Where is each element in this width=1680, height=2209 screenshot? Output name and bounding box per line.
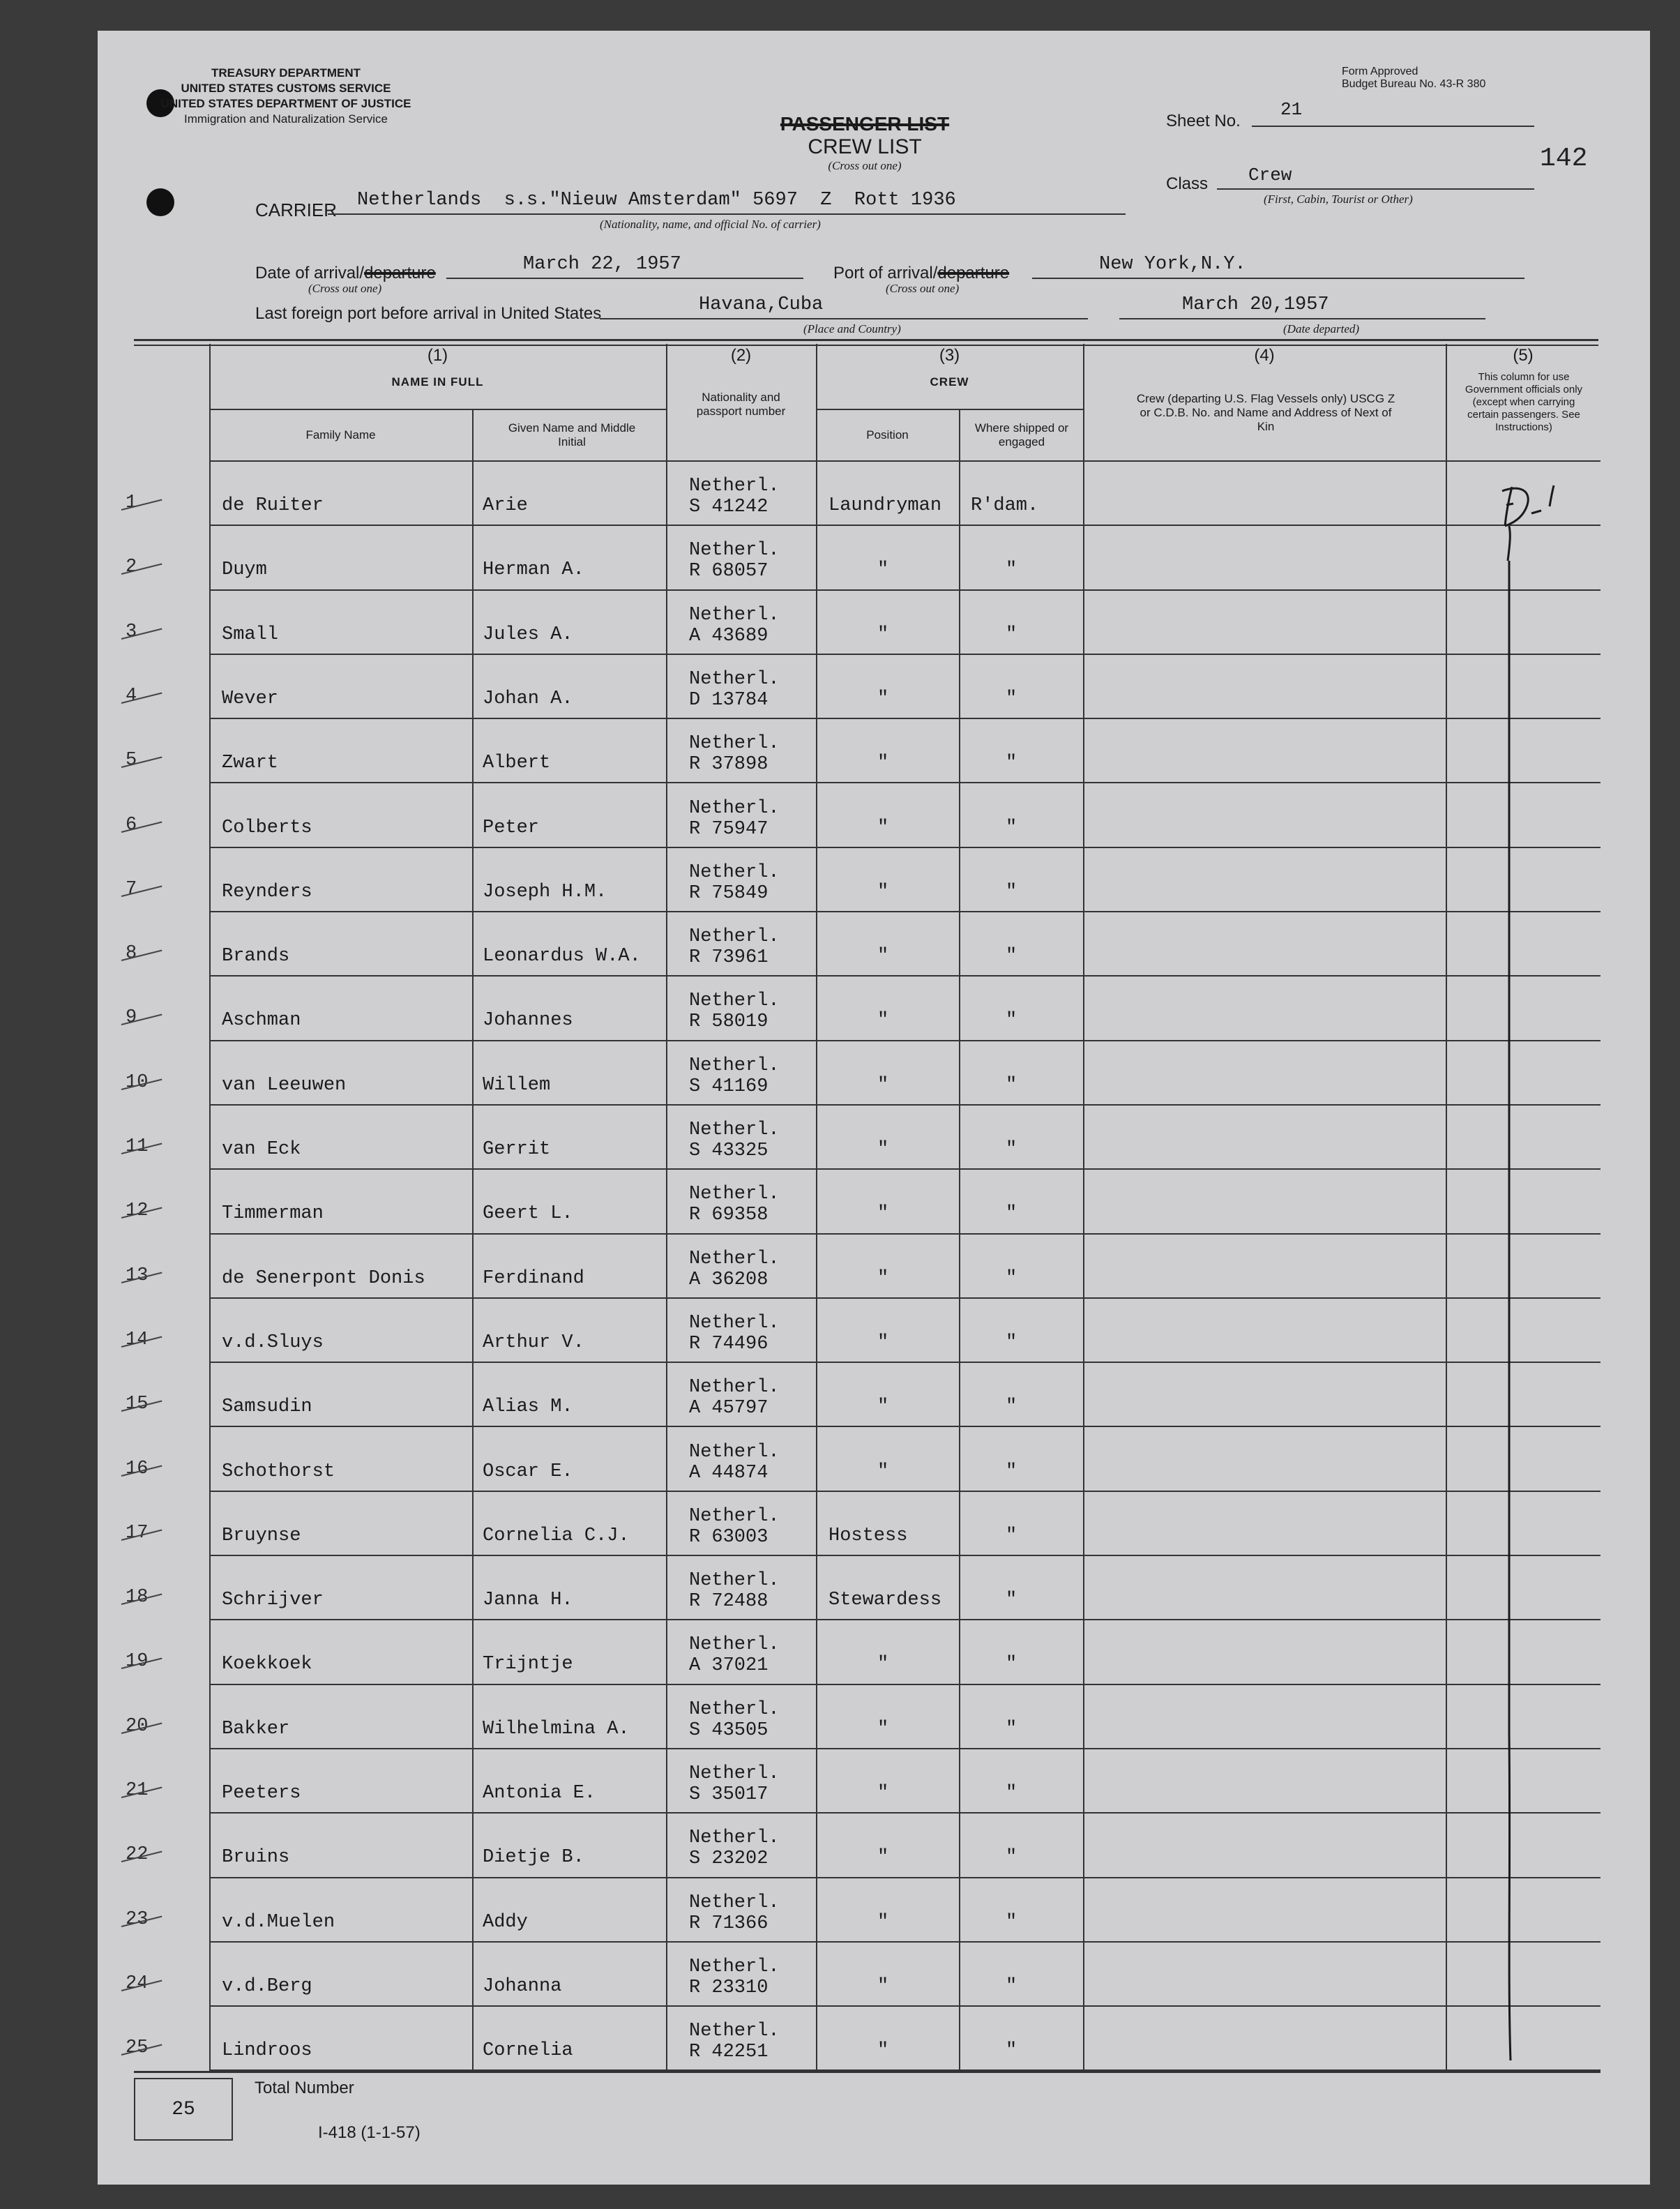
agency-line: UNITED STATES CUSTOMS SERVICE <box>181 82 391 95</box>
table-row <box>98 1104 1580 1168</box>
family-name: Bruins <box>222 1847 290 1869</box>
table-row <box>98 460 1580 525</box>
table-border <box>816 409 1083 410</box>
col3-number: (3) <box>939 346 960 365</box>
date-value: March 22, 1957 <box>523 254 681 275</box>
nationality: Netherl. <box>689 1505 780 1527</box>
given-name: Ferdinand <box>483 1267 584 1289</box>
given-name: Janna H. <box>483 1590 573 1611</box>
given-name: Trijntje <box>483 1654 573 1675</box>
position: " <box>877 1783 889 1804</box>
where-shipped: " <box>1006 1203 1017 1225</box>
table-row <box>98 1362 1580 1426</box>
passport-number: S 35017 <box>689 1784 769 1805</box>
family-name: Schrijver <box>222 1590 324 1611</box>
position: " <box>877 1975 889 1997</box>
where-shipped: " <box>1006 1332 1017 1353</box>
form-number: I-418 (1-1-57) <box>318 2123 421 2142</box>
given-name: Arie <box>483 495 528 516</box>
family-name: v.d.Berg <box>222 1975 312 1997</box>
passport-number: S 41242 <box>689 497 769 518</box>
nationality: Netherl. <box>689 1184 780 1205</box>
row-number: 18 <box>126 1587 149 1608</box>
family-name: Brands <box>222 946 290 967</box>
where-shipped: " <box>1006 1396 1017 1418</box>
position: " <box>877 1654 889 1675</box>
passport-number: S 43505 <box>689 1719 769 1741</box>
table-row <box>98 1491 1580 1555</box>
family-name: Timmerman <box>222 1203 324 1225</box>
col1-number: (1) <box>427 346 448 365</box>
nationality: Netherl. <box>689 1248 780 1269</box>
given-name: Albert <box>483 753 551 774</box>
position: " <box>877 1718 889 1740</box>
passport-number: R 69358 <box>689 1205 769 1226</box>
family-name: Samsudin <box>222 1396 312 1418</box>
nationality: Netherl. <box>689 1441 780 1463</box>
given-name: Oscar E. <box>483 1461 573 1482</box>
nationality: Netherl. <box>689 1763 780 1784</box>
family-name: de Ruiter <box>222 495 324 516</box>
row-number: 5 <box>126 750 137 771</box>
table-row <box>98 1297 1580 1362</box>
row-number: 8 <box>126 943 137 965</box>
given-name: Arthur V. <box>483 1332 584 1353</box>
where-shipped: R'dam. <box>971 495 1039 516</box>
where-shipped: " <box>1006 1847 1017 1869</box>
where-shipped: " <box>1006 753 1017 774</box>
passport-number: A 36208 <box>689 1269 769 1290</box>
where-shipped: " <box>1006 817 1017 838</box>
nationality: Netherl. <box>689 604 780 626</box>
position: " <box>877 1267 889 1289</box>
row-number: 6 <box>126 814 137 836</box>
where-shipped: " <box>1006 559 1017 581</box>
row-number: 19 <box>126 1651 149 1673</box>
date-label-text: Date of arrival/ <box>255 264 365 282</box>
nationality: Netherl. <box>689 797 780 819</box>
table-row <box>98 589 1580 654</box>
row-number: 7 <box>126 878 137 900</box>
nationality: Netherl. <box>689 540 780 561</box>
row-number: 9 <box>126 1007 137 1029</box>
port-label-text: Port of arrival/ <box>833 264 938 282</box>
passport-number: S 41169 <box>689 1076 769 1097</box>
where-shipped: " <box>1006 1975 1017 1997</box>
passport-number: A 43689 <box>689 625 769 647</box>
where-shipped: " <box>1006 881 1017 903</box>
where-shipped: " <box>1006 688 1017 709</box>
passport-number: S 43325 <box>689 1140 769 1161</box>
nationality: Netherl. <box>689 1570 780 1592</box>
agency-line: UNITED STATES DEPARTMENT OF JUSTICE <box>160 97 411 110</box>
where-shipped: " <box>1006 1911 1017 1933</box>
given-name: Willem <box>483 1074 551 1096</box>
position: " <box>877 1847 889 1869</box>
date-departed-caption: (Date departed) <box>1283 322 1360 336</box>
given-name: Joseph H.M. <box>483 881 607 903</box>
page-number: 142 <box>1540 144 1588 174</box>
position: " <box>877 688 889 709</box>
passport-number: S 23202 <box>689 1848 769 1870</box>
given-name: Cornelia <box>483 2040 573 2062</box>
table-row <box>98 783 1580 847</box>
last-port-caption: (Place and Country) <box>803 322 901 336</box>
carrier-label: CARRIER <box>255 199 338 220</box>
nationality: Netherl. <box>689 990 780 1012</box>
given-name: Jules A. <box>483 624 573 645</box>
passport-number: R 58019 <box>689 1011 769 1033</box>
table-row <box>98 718 1580 782</box>
given-name: Cornelia C.J. <box>483 1525 630 1546</box>
passport-number: R 75849 <box>689 882 769 904</box>
given-name: Johanna <box>483 1975 562 1997</box>
nationality: Netherl. <box>689 1312 780 1334</box>
table-row <box>98 1040 1580 1104</box>
family-name: Small <box>222 624 279 645</box>
family-name: Zwart <box>222 753 279 774</box>
table-row <box>98 1812 1580 1876</box>
position: " <box>877 1461 889 1482</box>
nationality: Netherl. <box>689 1055 780 1076</box>
passport-number: R 42251 <box>689 2042 769 2063</box>
given-name: Johan A. <box>483 688 573 709</box>
date-departed-value: March 20,1957 <box>1182 294 1329 315</box>
family-name: Bruynse <box>222 1525 301 1546</box>
passport-number: R 63003 <box>689 1526 769 1548</box>
table-row <box>98 1877 1580 1941</box>
col5-number: (5) <box>1513 346 1534 365</box>
given-name: Gerrit <box>483 1139 551 1160</box>
sheet-label: Sheet No. <box>1166 112 1241 130</box>
where-shipped: " <box>1006 1654 1017 1675</box>
family-name: Duym <box>222 559 267 581</box>
table-row <box>98 1619 1580 1683</box>
row-divider <box>209 2069 1600 2071</box>
position: " <box>877 1332 889 1353</box>
nationality: Netherl. <box>689 1827 780 1849</box>
position: " <box>877 817 889 838</box>
table-row <box>98 847 1580 911</box>
family-name: Colberts <box>222 817 312 838</box>
position: " <box>877 1010 889 1032</box>
table-row <box>98 1748 1580 1812</box>
col-position: Position <box>866 428 909 442</box>
given-name: Herman A. <box>483 559 584 581</box>
given-name: Geert L. <box>483 1203 573 1225</box>
position: " <box>877 2040 889 2062</box>
col-family-name: Family Name <box>305 428 376 442</box>
position: Hostess <box>828 1525 908 1546</box>
family-name: Peeters <box>222 1783 301 1804</box>
where-shipped: " <box>1006 1010 1017 1032</box>
carrier-caption: (Nationality, name, and official No. of carrier) <box>600 218 821 231</box>
passport-number: D 13784 <box>689 689 769 711</box>
nationality: Netherl. <box>689 2021 780 2042</box>
crew-list-form <box>98 31 1650 2185</box>
where-shipped: " <box>1006 1139 1017 1160</box>
family-name: v.d.Muelen <box>222 1911 335 1933</box>
where-shipped: " <box>1006 2040 1017 2062</box>
where-shipped: " <box>1006 1525 1017 1546</box>
row-number: 16 <box>126 1458 149 1479</box>
total-box <box>134 2078 233 2141</box>
position: " <box>877 1074 889 1096</box>
where-shipped: " <box>1006 1718 1017 1740</box>
family-name: van Eck <box>222 1139 301 1160</box>
where-shipped: " <box>1006 1590 1017 1611</box>
row-number: 25 <box>126 2037 149 2059</box>
row-number: 17 <box>126 1522 149 1544</box>
given-name: Alias M. <box>483 1396 573 1418</box>
row-number: 12 <box>126 1200 149 1222</box>
table-row <box>98 1168 1580 1232</box>
row-number: 13 <box>126 1265 149 1286</box>
family-name: Lindroos <box>222 2040 312 2062</box>
table-row <box>98 654 1580 718</box>
where-shipped: " <box>1006 624 1017 645</box>
col3-header: CREW <box>930 375 969 389</box>
passport-number: A 45797 <box>689 1398 769 1419</box>
position: " <box>877 1911 889 1933</box>
position: " <box>877 1139 889 1160</box>
title-passenger-list-struck: PASSENGER LIST <box>780 113 950 135</box>
passport-number: R 72488 <box>689 1591 769 1613</box>
passport-number: A 44874 <box>689 1462 769 1484</box>
nationality: Netherl. <box>689 926 780 948</box>
table-row <box>98 911 1580 975</box>
budget-bureau-number: Budget Bureau No. 43-R 380 <box>1342 78 1486 90</box>
table-row <box>98 1233 1580 1297</box>
nationality: Netherl. <box>689 1698 780 1720</box>
carrier-value: Netherlands s.s."Nieuw Amsterdam" 5697 Z Rott 1936 <box>357 190 956 211</box>
row-number: 10 <box>126 1071 149 1093</box>
where-shipped: " <box>1006 946 1017 967</box>
row-number: 24 <box>126 1973 149 1994</box>
table-border <box>209 409 666 410</box>
form-approved-label: Form Approved <box>1342 66 1418 77</box>
row-number: 3 <box>126 621 137 642</box>
family-name: de Senerpont Donis <box>222 1267 425 1289</box>
agency-line: TREASURY DEPARTMENT <box>211 66 361 80</box>
handwritten-annotation <box>1465 477 1576 2074</box>
position: Laundryman <box>828 495 942 516</box>
position: " <box>877 753 889 774</box>
passport-number: R 37898 <box>689 754 769 776</box>
family-name: Bakker <box>222 1718 290 1740</box>
date-label-struck: departure <box>364 264 436 282</box>
table-row <box>98 1941 1580 2005</box>
given-name: Addy <box>483 1911 528 1933</box>
row-number: 21 <box>126 1780 149 1801</box>
class-value: Crew <box>1248 165 1292 186</box>
passport-number: R 74496 <box>689 1333 769 1355</box>
family-name: Koekkoek <box>222 1654 312 1675</box>
nationality: Netherl. <box>689 1377 780 1398</box>
given-name: Leonardus W.A. <box>483 946 641 967</box>
position: " <box>877 1396 889 1418</box>
table-row <box>98 1555 1580 1619</box>
row-number: 2 <box>126 557 137 578</box>
passport-number: R 73961 <box>689 947 769 969</box>
table-row <box>98 975 1580 1039</box>
nationality: Netherl. <box>689 668 780 690</box>
title-crew-list: CREW LIST <box>808 135 922 158</box>
col4-header: Crew (departing U.S. Flag Vessels only) USCG Z or C.D.B. No. and Name and Address of Next of Kin <box>1136 392 1395 433</box>
row-number: 15 <box>126 1394 149 1415</box>
class-label: Class <box>1166 174 1209 193</box>
row-number: 22 <box>126 1844 149 1866</box>
table-row <box>98 2005 1580 2069</box>
nationality: Netherl. <box>689 476 780 497</box>
row-number: 4 <box>126 685 137 707</box>
given-name: Dietje B. <box>483 1847 584 1869</box>
passport-number: R 71366 <box>689 1913 769 1934</box>
where-shipped: " <box>1006 1074 1017 1096</box>
family-name: Aschman <box>222 1010 301 1032</box>
col2-number: (2) <box>730 346 752 365</box>
row-number: 20 <box>126 1715 149 1737</box>
where-shipped: " <box>1006 1267 1017 1289</box>
last-port-value: Havana,Cuba <box>699 294 824 315</box>
date-caption: (Cross out one) <box>308 282 382 295</box>
position: Stewardess <box>828 1590 942 1611</box>
total-label: Total Number <box>255 2079 354 2097</box>
family-name: v.d.Sluys <box>222 1332 324 1353</box>
position: " <box>877 1203 889 1225</box>
row-number: 14 <box>126 1329 149 1350</box>
col5-header: This column for use Government officials only (except when carrying certain passengers. See Instructions) <box>1465 371 1583 433</box>
row-number: 11 <box>126 1136 149 1157</box>
nationality: Netherl. <box>689 733 780 755</box>
family-name: Wever <box>222 688 279 709</box>
given-name: Antonia E. <box>483 1783 596 1804</box>
sheet-value: 21 <box>1280 99 1303 120</box>
crew-table <box>98 31 1650 2123</box>
col-where-shipped: Where shipped or engaged <box>974 421 1069 448</box>
nationality: Netherl. <box>689 861 780 883</box>
family-name: Schothorst <box>222 1461 335 1482</box>
col-given-name: Given Name and Middle Initial <box>508 421 636 448</box>
family-name: Reynders <box>222 881 312 903</box>
row-number: 1 <box>126 492 137 513</box>
row-number: 23 <box>126 1908 149 1930</box>
table-row <box>98 525 1580 589</box>
agency-line: Immigration and Naturalization Service <box>184 112 388 126</box>
passport-number: R 23310 <box>689 1977 769 1998</box>
title-caption: (Cross out one) <box>828 159 902 172</box>
nationality: Netherl. <box>689 1634 780 1656</box>
port-caption: (Cross out one) <box>886 282 960 295</box>
where-shipped: " <box>1006 1783 1017 1804</box>
col4-number: (4) <box>1254 346 1275 365</box>
position: " <box>877 559 889 581</box>
col1-header: NAME IN FULL <box>391 375 484 389</box>
col2-header: Nationality and passport number <box>696 391 786 418</box>
total-value: 25 <box>172 2099 195 2120</box>
table-row <box>98 1684 1580 1748</box>
nationality: Netherl. <box>689 1119 780 1140</box>
nationality: Netherl. <box>689 1892 780 1913</box>
given-name: Johannes <box>483 1010 573 1032</box>
position: " <box>877 946 889 967</box>
class-caption: (First, Cabin, Tourist or Other) <box>1264 193 1413 206</box>
port-value: New York,N.Y. <box>1099 254 1246 275</box>
given-name: Peter <box>483 817 540 838</box>
port-label-struck: departure <box>937 264 1010 282</box>
passport-number: A 37021 <box>689 1655 769 1677</box>
nationality: Netherl. <box>689 1956 780 1977</box>
last-port-label: Last foreign port before arrival in United States <box>255 304 602 323</box>
table-row <box>98 1426 1580 1491</box>
position: " <box>877 881 889 903</box>
family-name: van Leeuwen <box>222 1074 347 1096</box>
passport-number: R 68057 <box>689 561 769 582</box>
position: " <box>877 624 889 645</box>
given-name: Wilhelmina A. <box>483 1718 630 1740</box>
passport-number: R 75947 <box>689 818 769 840</box>
where-shipped: " <box>1006 1461 1017 1482</box>
